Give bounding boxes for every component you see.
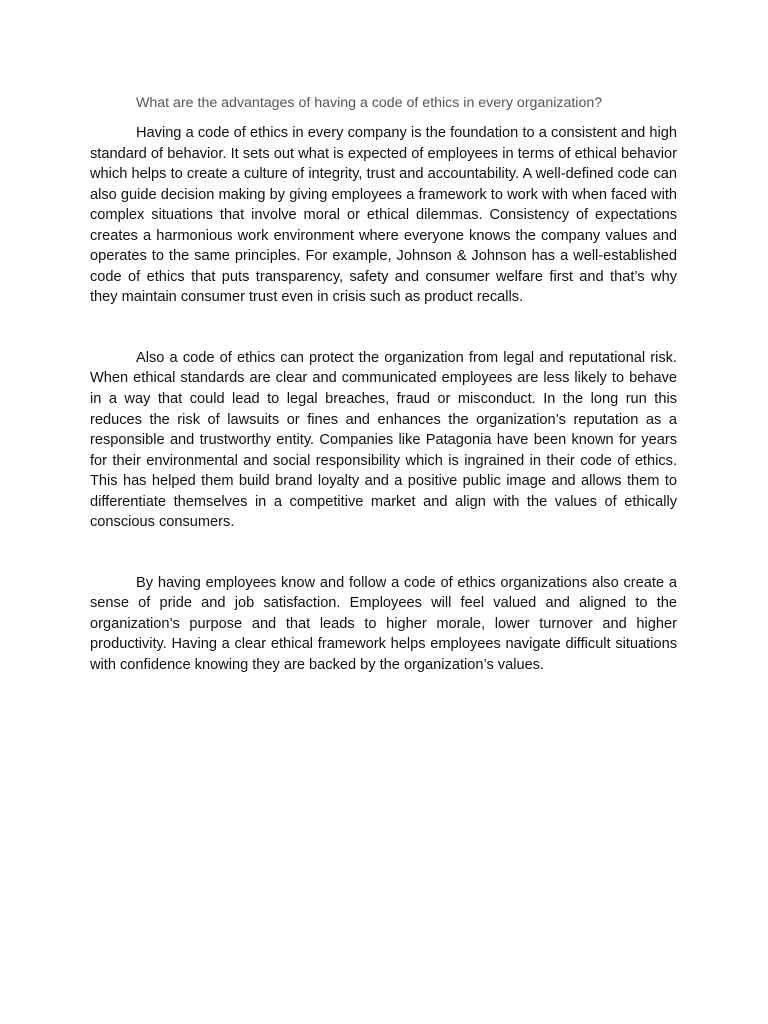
paragraph-3: By having employees know and follow a code of ethics organizations also create a sense of pride and job satisfaction. Employees will feel valued and aligned to the organization’s purpose and that leads to higher morale, lower turnover and higher productivity. Having a clear ethical framework helps employees navigate difficult situations with confidence knowing they are backed by the organization’s values. (90, 574, 677, 674)
document-title: What are the advantages of having a code of ethics in every organization? (136, 95, 603, 111)
paragraph-2: Also a code of ethics can protect the organization from legal and reputational risk. When ethical standards are clear and communicated employees are less likely to behave in a way that could lead to legal breaches, fraud or misconduct. In the long run this reduces the risk of lawsuits or fines and enhances the organization’s reputation as a responsible and trustworthy entity. Companies like Patagonia have been known for years for their environmental and social responsibility which is ingrained in their code of ethics. This has helped them build brand loyalty and a positive public image and allows them to differentiate themselves in a competitive market and align with the values of ethically conscious consumers. (90, 349, 677, 531)
document-page (90, 93, 677, 676)
paragraph-1: Having a code of ethics in every company is the foundation to a consistent and high standard of behavior. It sets out what is expected of employees in terms of ethical behavior which helps to create a culture of integrity, trust and accountability. A well-defined code can also guide decision making by giving employees a framework to work with when faced with complex situations that involve moral or ethical dilemmas. Consistency of expectations creates a harmonious work environment where everyone knows the company values and operates to the same principles. For example, Johnson & Johnson has a well-established code of ethics that puts transparency, safety and consumer welfare first and that’s why they maintain consumer trust even in crisis such as product recalls. (90, 125, 677, 306)
